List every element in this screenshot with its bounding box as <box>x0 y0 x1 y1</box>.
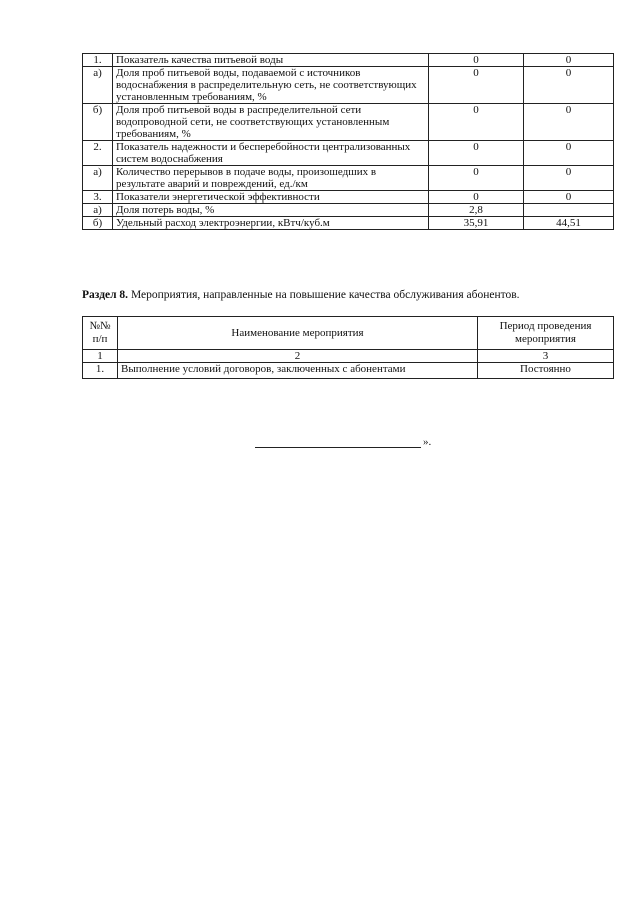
table-row <box>83 104 614 141</box>
signature-line <box>255 447 421 448</box>
header-measure-name: Наименование мероприятия <box>118 317 478 350</box>
row-number: 1. <box>83 54 113 67</box>
table-row <box>83 217 614 230</box>
column-index: 2 <box>118 350 478 363</box>
row-number: а) <box>83 166 113 191</box>
row-number: а) <box>83 204 113 217</box>
table-row <box>83 166 614 191</box>
indicator-value-1: 0 <box>429 67 524 104</box>
indicator-value-1: 0 <box>429 141 524 166</box>
row-number: б) <box>83 217 113 230</box>
measures-table <box>82 316 614 379</box>
table-row <box>83 67 614 104</box>
table-row <box>83 363 614 379</box>
indicator-value-2: 44,51 <box>524 217 614 230</box>
section-title: Мероприятия, направленные на повышение качества обслуживания абонентов. <box>128 289 520 301</box>
column-index: 1 <box>83 350 118 363</box>
indicator-value-2: 0 <box>524 191 614 204</box>
measure-name: Выполнение условий договоров, заключенных с абонентами <box>118 363 478 379</box>
table-header-row <box>83 317 614 350</box>
table-row <box>83 191 614 204</box>
indicator-value-1: 2,8 <box>429 204 524 217</box>
indicator-name: Удельный расход электроэнергии, кВтч/куб.м <box>113 217 429 230</box>
table-row <box>83 141 614 166</box>
measure-period: Постоянно <box>478 363 614 379</box>
closing-quote: ». <box>423 436 432 448</box>
row-number: а) <box>83 67 113 104</box>
section-label: Раздел 8. <box>82 289 129 301</box>
row-number: 1. <box>83 363 118 379</box>
indicator-value-1: 35,91 <box>429 217 524 230</box>
table-row <box>83 204 614 217</box>
indicator-value-1: 0 <box>429 191 524 204</box>
indicator-value-2 <box>524 204 614 217</box>
indicator-name: Доля проб питьевой воды, подаваемой с источников водоснабжения в распределительную сеть, не соответствующих установленным требованиям, % <box>113 67 429 104</box>
indicator-name: Показатели энергетической эффективности <box>113 191 429 204</box>
column-index-row <box>83 350 614 363</box>
indicator-name: Показатель качества питьевой воды <box>113 54 429 67</box>
header-number: №№ п/п <box>83 317 118 350</box>
indicator-value-2: 0 <box>524 104 614 141</box>
row-number: б) <box>83 104 113 141</box>
column-index: 3 <box>478 350 614 363</box>
header-period: Период проведения мероприятия <box>478 317 614 350</box>
section-8-heading <box>82 288 622 302</box>
row-number: 2. <box>83 141 113 166</box>
indicator-value-2: 0 <box>524 141 614 166</box>
row-number: 3. <box>83 191 113 204</box>
indicator-value-2: 0 <box>524 54 614 67</box>
indicators-table <box>82 53 614 230</box>
table-row <box>83 54 614 67</box>
indicator-name: Доля потерь воды, % <box>113 204 429 217</box>
indicator-value-1: 0 <box>429 104 524 141</box>
indicator-value-1: 0 <box>429 166 524 191</box>
indicator-value-1: 0 <box>429 54 524 67</box>
indicator-name: Показатель надежности и бесперебойности централизованных систем водоснабжения <box>113 141 429 166</box>
indicator-name: Количество перерывов в подаче воды, произошедших в результате аварий и повреждений, ед./км <box>113 166 429 191</box>
indicator-value-2: 0 <box>524 166 614 191</box>
indicator-value-2: 0 <box>524 67 614 104</box>
indicator-name: Доля проб питьевой воды в распределительной сети водопроводной сети, не соответствующих установленным требованиям, % <box>113 104 429 141</box>
